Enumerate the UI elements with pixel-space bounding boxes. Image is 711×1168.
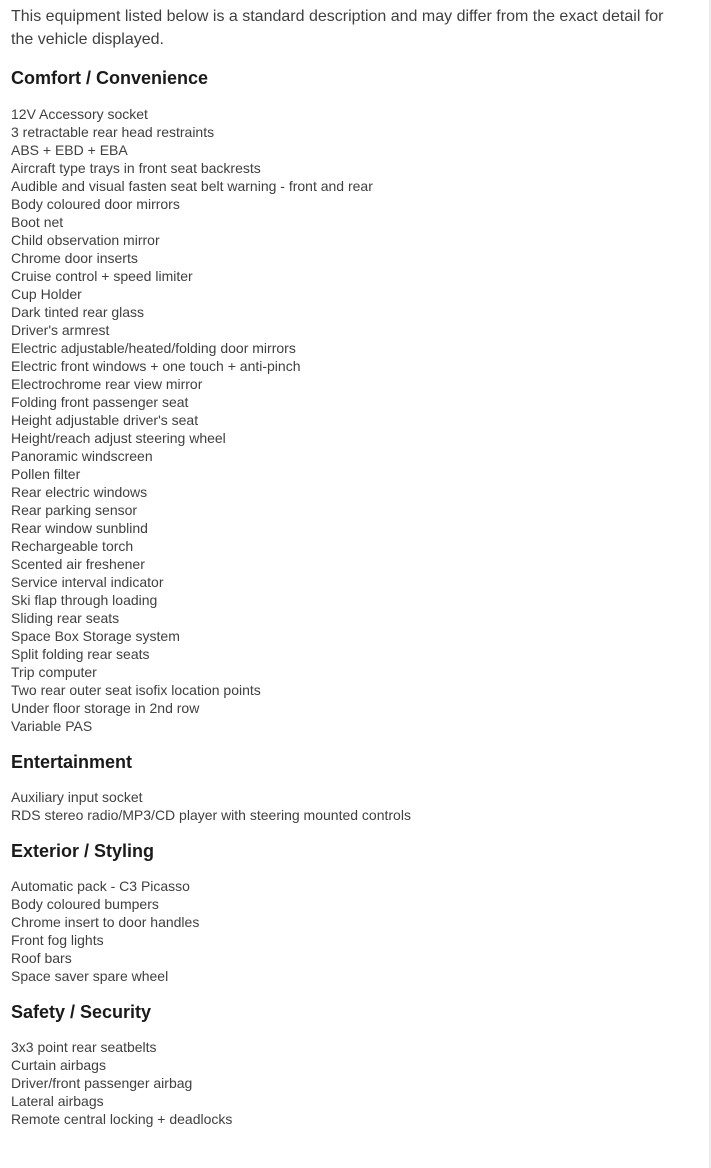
- equipment-item: Rear window sunblind: [11, 520, 148, 536]
- equipment-item: Folding front passenger seat: [11, 394, 189, 410]
- equipment-item: Ski flap through loading: [11, 592, 158, 608]
- section-heading: Exterior / Styling: [11, 841, 155, 861]
- equipment-item: Dark tinted rear glass: [11, 304, 145, 320]
- equipment-item: Lateral airbags: [11, 1093, 104, 1109]
- equipment-item: Rear electric windows: [11, 484, 148, 500]
- equipment-item: 3 retractable rear head restraints: [11, 124, 215, 140]
- equipment-item: Boot net: [11, 214, 64, 230]
- equipment-item: Driver's armrest: [11, 322, 110, 338]
- equipment-item: Space Box Storage system: [11, 628, 180, 644]
- equipment-item: Scented air freshener: [11, 556, 145, 572]
- equipment-item: Rear parking sensor: [11, 502, 138, 518]
- equipment-section: [11, 1000, 691, 1128]
- equipment-item: Cup Holder: [11, 286, 82, 302]
- section-heading: Comfort / Convenience: [11, 68, 209, 88]
- equipment-item: Auxiliary input socket: [11, 789, 143, 805]
- equipment-item: Aircraft type trays in front seat backrests: [11, 160, 261, 176]
- equipment-item: Service interval indicator: [11, 574, 164, 590]
- equipment-item: ABS + EBD + EBA: [11, 142, 128, 158]
- equipment-item: Audible and visual fasten seat belt warning - front and rear: [11, 178, 373, 194]
- equipment-item: Curtain airbags: [11, 1057, 106, 1073]
- equipment-item: Split folding rear seats: [11, 646, 150, 662]
- equipment-list: [11, 788, 691, 824]
- equipment-item: Height adjustable driver's seat: [11, 412, 199, 428]
- equipment-item: Automatic pack - C3 Picasso: [11, 878, 190, 894]
- equipment-item: Electrochrome rear view mirror: [11, 376, 203, 392]
- equipment-item: Two rear outer seat isofix location points: [11, 682, 261, 698]
- equipment-item: Electric adjustable/heated/folding door mirrors: [11, 340, 296, 356]
- equipment-sections: [11, 66, 691, 1128]
- equipment-list: [11, 105, 691, 735]
- equipment-item: Chrome insert to door handles: [11, 914, 200, 930]
- equipment-item: Cruise control + speed limiter: [11, 268, 193, 284]
- equipment-item: Roof bars: [11, 950, 72, 966]
- equipment-item: Body coloured bumpers: [11, 896, 159, 912]
- equipment-item: RDS stereo radio/MP3/CD player with steering mounted controls: [11, 807, 411, 823]
- equipment-item: Rechargeable torch: [11, 538, 134, 554]
- equipment-item: Child observation mirror: [11, 232, 160, 248]
- equipment-item: Pollen filter: [11, 466, 81, 482]
- equipment-section: [11, 66, 691, 735]
- equipment-section: [11, 750, 691, 824]
- equipment-item: Sliding rear seats: [11, 610, 120, 626]
- equipment-item: Chrome door inserts: [11, 250, 138, 266]
- equipment-item: Variable PAS: [11, 718, 93, 734]
- equipment-item: Space saver spare wheel: [11, 968, 169, 984]
- equipment-item: 12V Accessory socket: [11, 106, 148, 122]
- section-heading: Entertainment: [11, 752, 133, 772]
- equipment-item: Under floor storage in 2nd row: [11, 700, 200, 716]
- equipment-spec-page: [11, 5, 691, 1128]
- equipment-item: Height/reach adjust steering wheel: [11, 430, 226, 446]
- equipment-item: Remote central locking + deadlocks: [11, 1111, 233, 1127]
- equipment-list: [11, 877, 691, 985]
- equipment-item: 3x3 point rear seatbelts: [11, 1039, 157, 1055]
- equipment-item: Panoramic windscreen: [11, 448, 153, 464]
- equipment-list: [11, 1038, 691, 1128]
- equipment-disclaimer: This equipment listed below is a standard description and may differ from the exact detail for the vehicle displayed.: [11, 8, 664, 48]
- section-heading: Safety / Security: [11, 1002, 152, 1022]
- equipment-item: Body coloured door mirrors: [11, 196, 180, 212]
- equipment-section: [11, 839, 691, 985]
- equipment-item: Electric front windows + one touch + anti-pinch: [11, 358, 301, 374]
- equipment-item: Driver/front passenger airbag: [11, 1075, 193, 1091]
- equipment-item: Trip computer: [11, 664, 97, 680]
- equipment-item: Front fog lights: [11, 932, 104, 948]
